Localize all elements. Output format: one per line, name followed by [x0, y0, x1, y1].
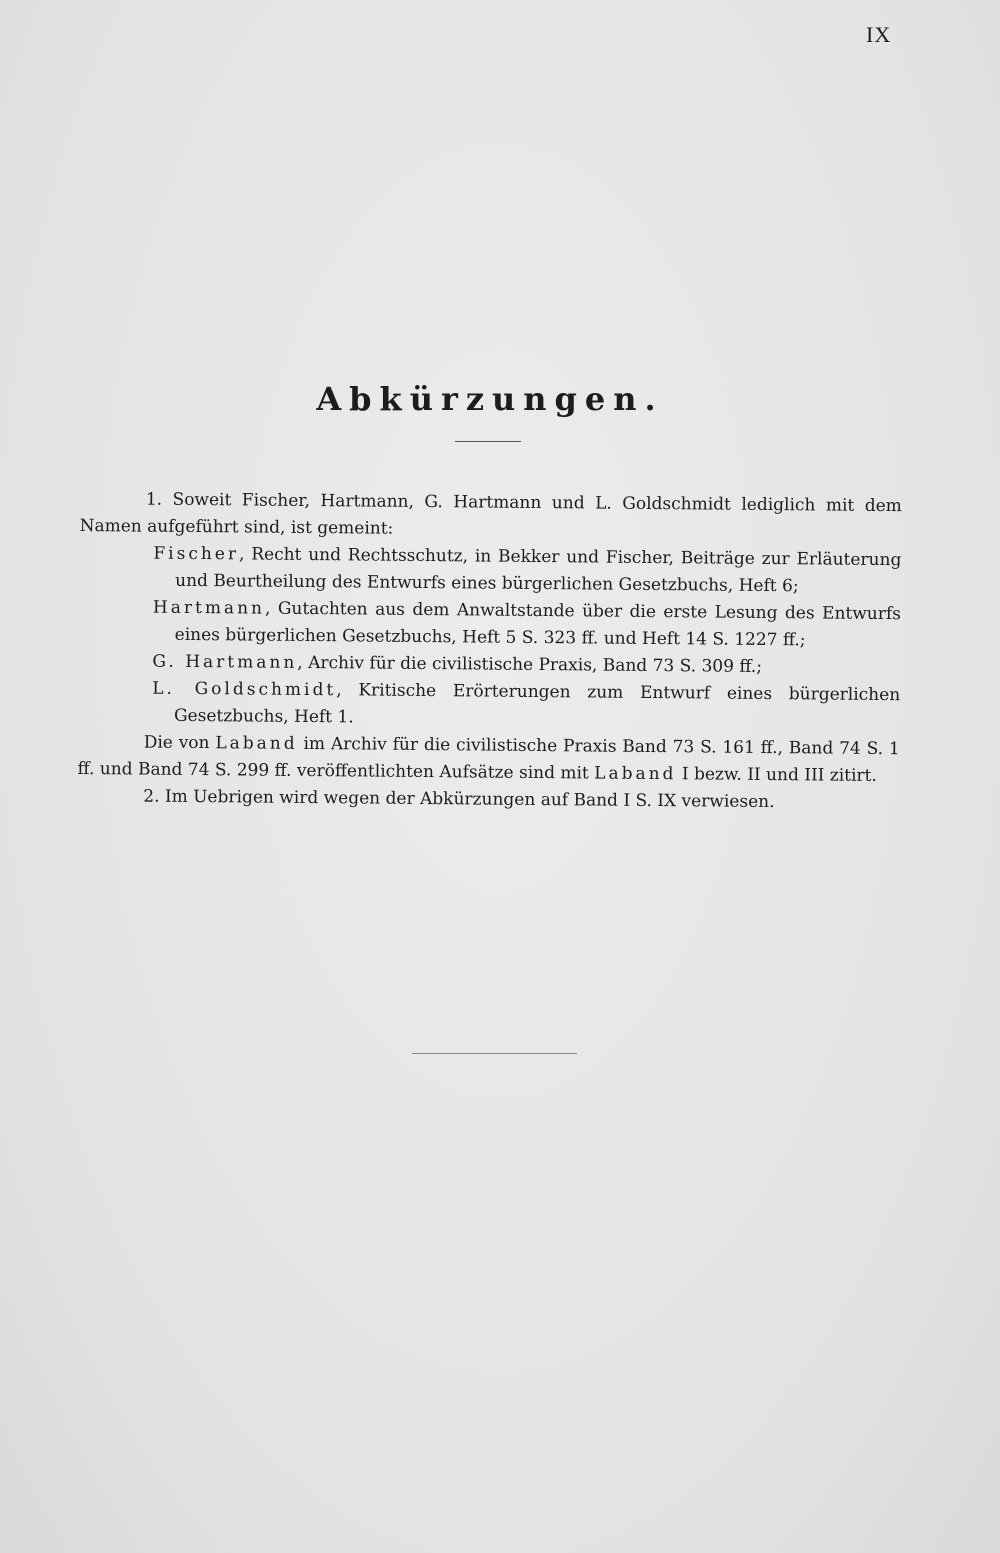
entry-text: , Kritische Erörterungen zum Entwurf eines bürgerlichen Gesetzbuchs, Heft 1. — [173, 680, 901, 728]
abbreviation-entry-fischer — [153, 541, 902, 601]
laband-text-after: I bezw. II und III zitirt. — [676, 764, 877, 786]
entry-author: Hartmann — [152, 597, 266, 619]
title-divider — [455, 441, 521, 442]
page-number: IX — [866, 22, 892, 47]
entry-text: , Archiv für die civilistische Praxis, Band 73 S. 309 ff.; — [297, 652, 763, 677]
entry-author: Fischer — [153, 543, 240, 565]
entry-text: , Recht und Rechtsschutz, in Bekker und Fischer, Beiträge zur Erläuterung und Beurtheilung des Entwurfs eines bürgerlichen Gesetzbuchs, Heft 6; — [175, 544, 902, 597]
abbreviation-entry-goldschmidt — [152, 676, 901, 736]
page-title: Abkürzungen. — [316, 380, 664, 418]
entry-author: G. Hartmann — [152, 651, 298, 673]
abbreviations-body — [77, 486, 902, 817]
entry-author: L. Goldschmidt — [152, 678, 337, 701]
laband-text-before: Die von — [143, 732, 216, 754]
laband-paragraph — [77, 729, 899, 790]
closing-divider — [412, 1053, 577, 1054]
abbreviation-entry-hartmann — [152, 595, 902, 655]
section-2-paragraph: 2. Im Uebrigen wird wegen der Abkürzungen auf Band I S. IX verwiesen. — [143, 786, 775, 813]
laband-name: Laband — [594, 763, 677, 785]
laband-text-middle: im Archiv für die civilistische Praxis Band 73 S. 161 ff., Band 74 S. 1 ff. und Band 74 S. 299 ff. veröffentlichten Aufsätze sind mit — [77, 733, 900, 784]
entry-text: , Gutachten aus dem Anwaltstande über die erste Lesung des Entwurfs eines bürgerlichen Gesetzbuchs, Heft 5 S. 323 ff. und Heft 14 S. 1227 ff.; — [174, 598, 902, 651]
laband-name: Laband — [215, 733, 298, 754]
section-1-intro: 1. Soweit Fischer, Hartmann, G. Hartmann und L. Goldschmidt lediglich mit dem Namen aufgeführt sind, ist gemeint: — [79, 489, 902, 539]
